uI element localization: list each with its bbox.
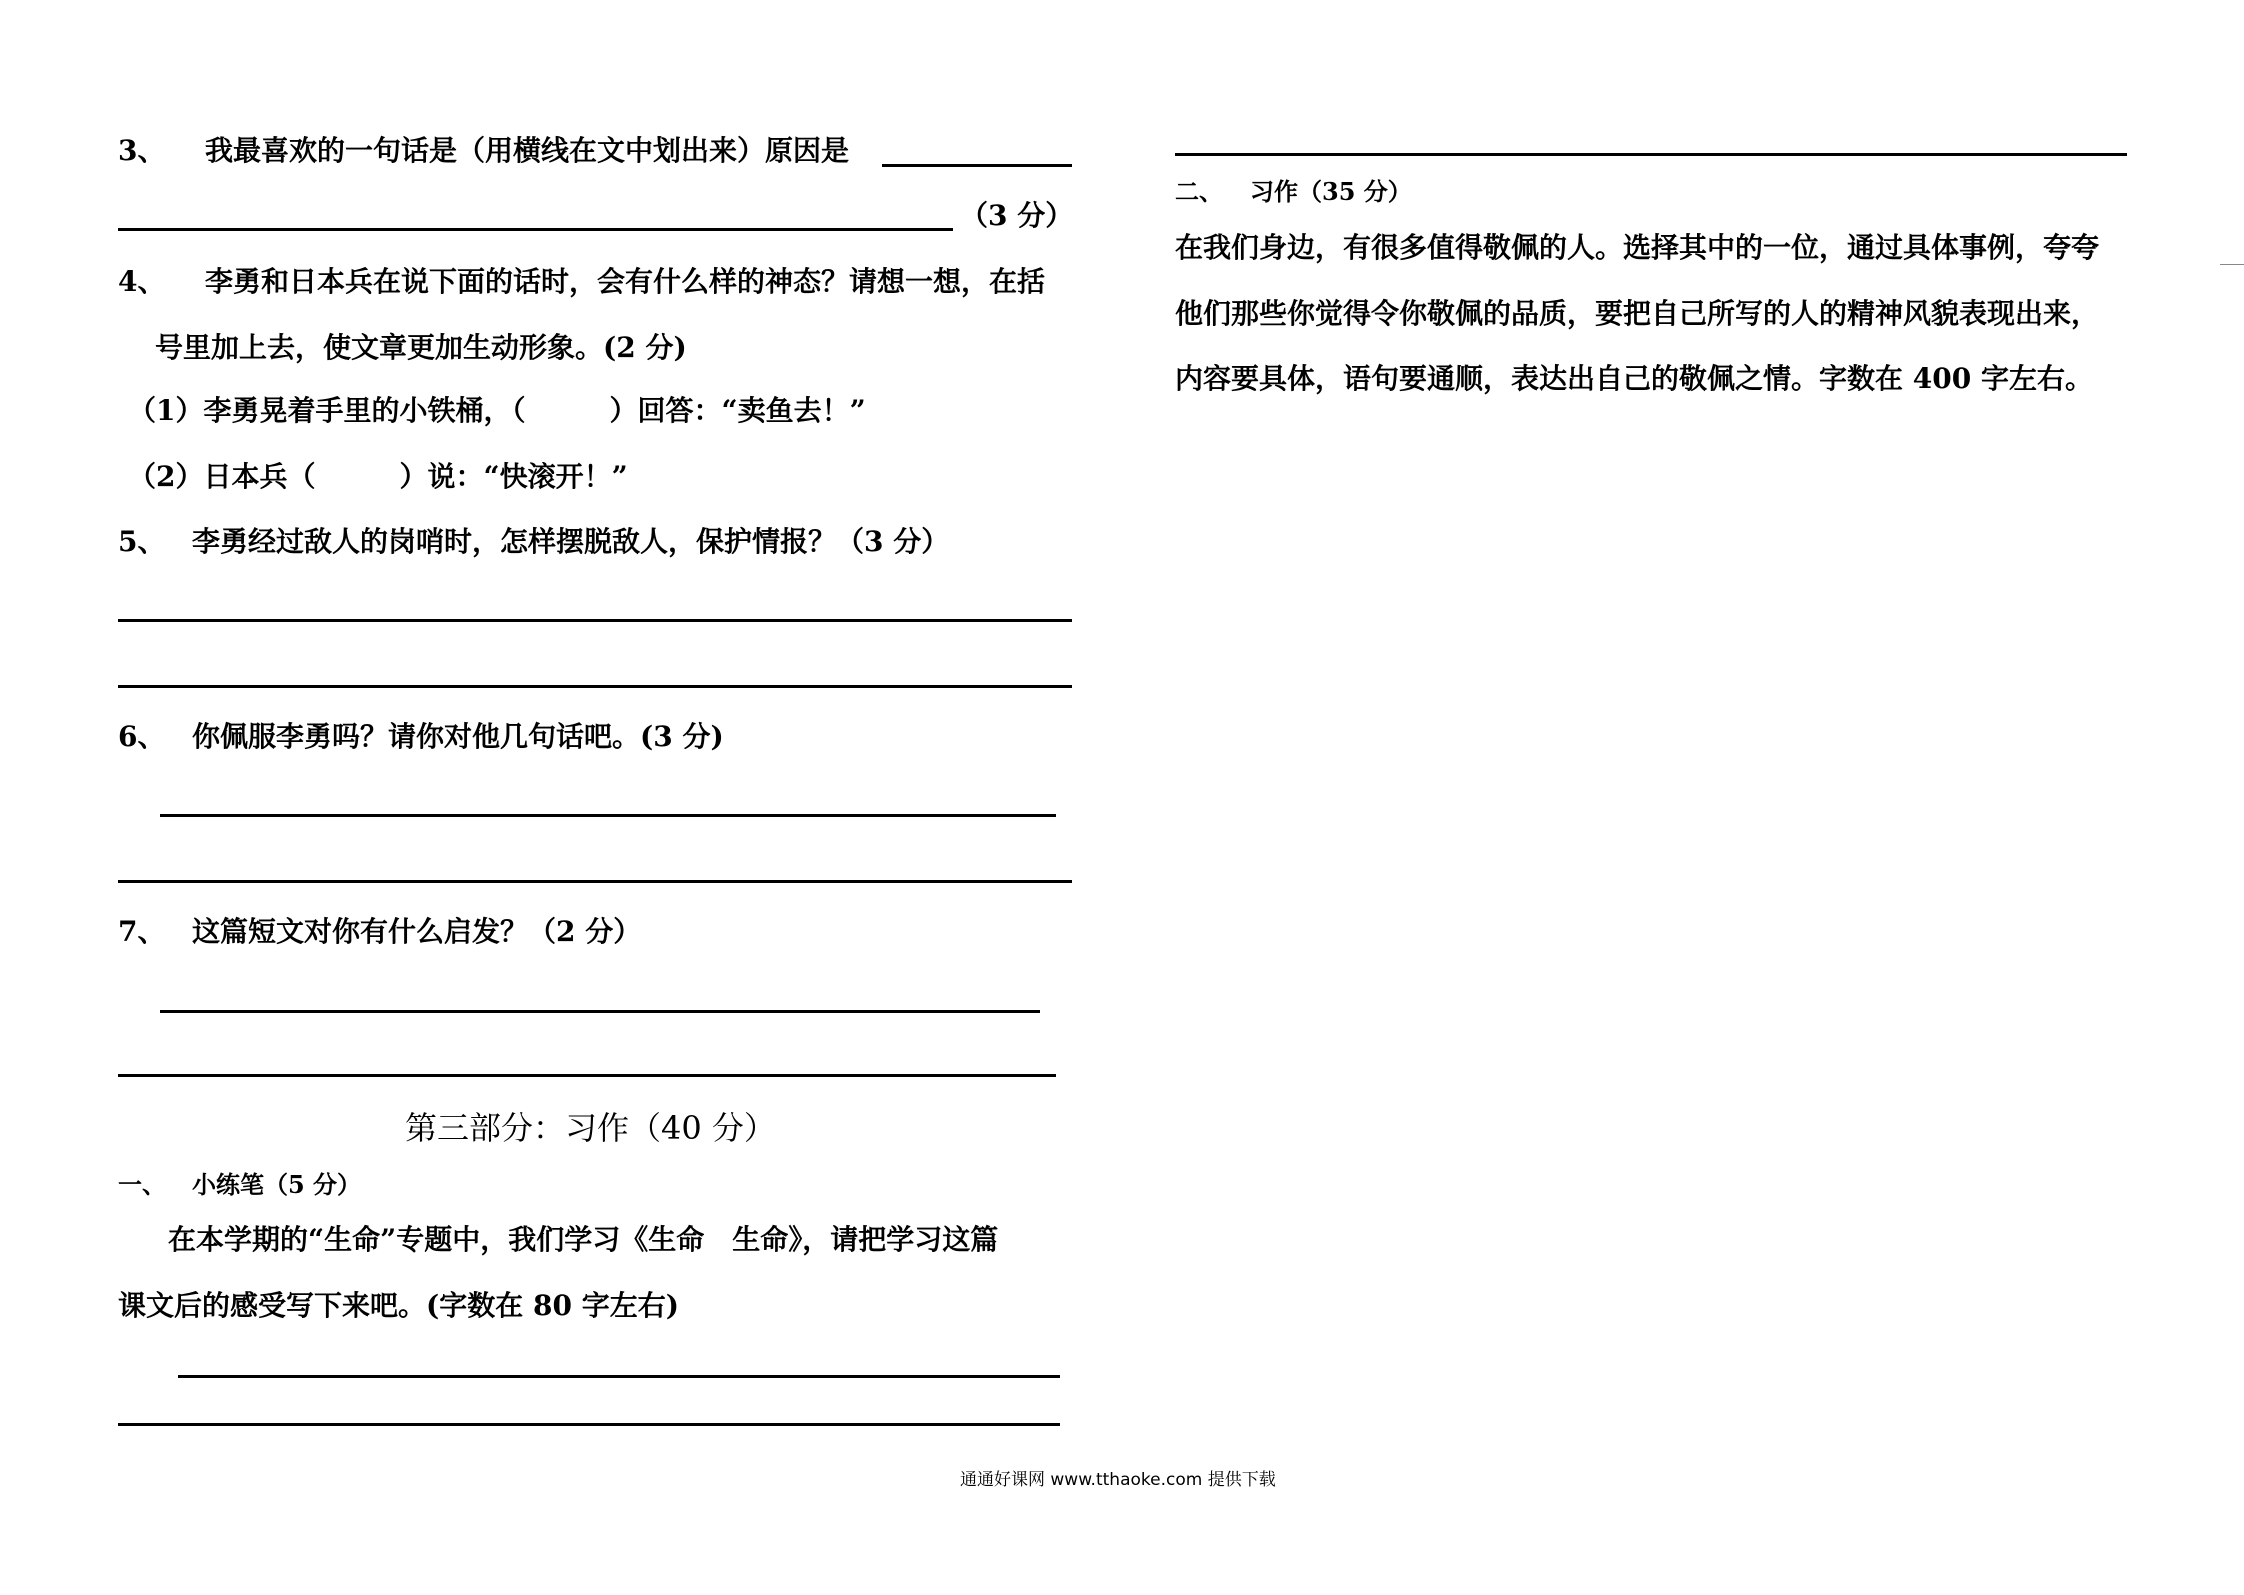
edge-mark: [2220, 264, 2244, 265]
section2-text-line-2: 他们那些你觉得令你敬佩的品质，要把自己所写的人的精神风貌表现出来，: [1175, 297, 2100, 330]
right-top-answer-line: [1175, 153, 2127, 156]
q5-answer-line-1: [118, 619, 1072, 622]
q3-text: 我最喜欢的一句话是（用横线在文中划出来）原因是: [205, 134, 850, 167]
part3-title: 第三部分：习作（40 分）: [405, 1109, 776, 1147]
q4-text-line-2: 号里加上去，使文章更加生动形象。(2 分): [155, 331, 687, 364]
section1-answer-line-1: [178, 1375, 1060, 1378]
section2-text-line-1: 在我们身边，有很多值得敬佩的人。选择其中的一位，通过具体事例，夸夸: [1175, 231, 2100, 264]
q3-score: （3 分）: [960, 199, 1074, 232]
q3-number: 3、: [118, 134, 166, 167]
q3-answer-line-2: [118, 228, 953, 231]
section1-number: 一、: [118, 1170, 166, 1199]
section1-title: 小练笔（5 分）: [192, 1170, 362, 1199]
q6-answer-line-2: [118, 880, 1072, 883]
q5-text: 李勇经过敌人的岗哨时，怎样摆脱敌人，保护情报？（3 分）: [192, 525, 950, 558]
q4-sub-question-1: （1）李勇晃着手里的小铁桶，（ ）回答：“卖鱼去！”: [128, 394, 866, 427]
q7-answer-line-1: [160, 1010, 1040, 1013]
section2-text-line-3: 内容要具体，语句要通顺，表达出自己的敬佩之情。字数在 400 字左右。: [1175, 362, 2093, 395]
q7-answer-line-2: [118, 1074, 1056, 1077]
section1-answer-line-2: [118, 1423, 1060, 1426]
q6-number: 6、: [118, 720, 166, 753]
q7-text: 这篇短文对你有什么启发？（2 分）: [192, 915, 642, 948]
q5-number: 5、: [118, 525, 166, 558]
q3-answer-line-1: [882, 164, 1072, 167]
section2-number: 二、: [1175, 177, 1223, 206]
q4-text-line-1: 李勇和日本兵在说下面的话时，会有什么样的神态？请想一想，在括: [205, 265, 1046, 298]
section1-text-line-1: 在本学期的“生命”专题中，我们学习《生命 生命》，请把学习这篇: [168, 1223, 999, 1256]
footer-watermark: 通通好课网 www.tthaoke.com 提供下载: [960, 1470, 1276, 1490]
q6-text: 你佩服李勇吗？请你对他几句话吧。(3 分): [192, 720, 724, 753]
q4-number: 4、: [118, 265, 166, 298]
q7-number: 7、: [118, 915, 166, 948]
q4-sub-question-2: （2）日本兵（ ）说：“快滚开！”: [128, 460, 628, 493]
section1-text-line-2: 课文后的感受写下来吧。(字数在 80 字左右): [118, 1289, 679, 1322]
q5-answer-line-2: [118, 685, 1072, 688]
section2-title: 习作（35 分）: [1250, 177, 1412, 206]
q6-answer-line-1: [160, 814, 1056, 817]
